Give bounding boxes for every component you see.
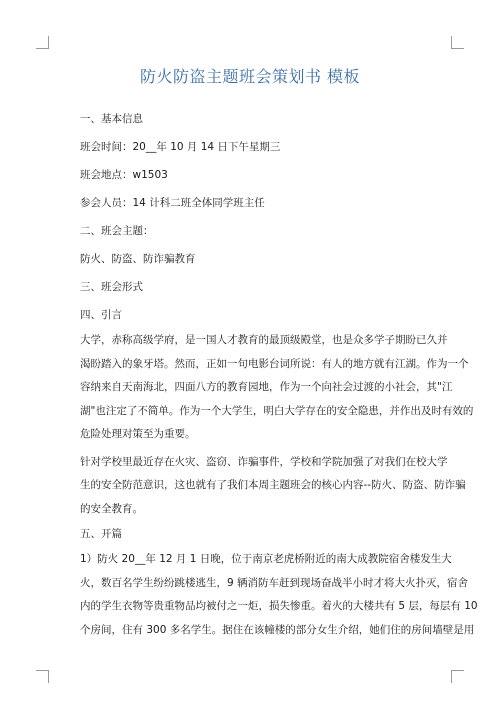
- meeting-place: 班会地点：w1503: [80, 169, 168, 181]
- section-heading-intro: 四、引言: [80, 309, 122, 321]
- case-paragraph-fire: [80, 548, 478, 642]
- paragraph-line: 生的安全防范意识，这也就有了我们本周主题班会的核心内容--防火、防盗、防诈骗: [80, 479, 466, 491]
- intro-paragraph-2: [80, 451, 466, 522]
- paragraph-line: 个房间，住有 300 多名学生。据住在该幢楼的部分女生介绍，她们住的房间墙壁是用: [80, 623, 475, 636]
- paragraph-line: 湖"也注定了不简单。作为一个大学生，明白大学存在的安全隐患，并作出及时有效的: [80, 404, 474, 417]
- meeting-time: 班会时间：20__年 10 月 14 日下午星期三: [80, 141, 281, 153]
- document-title: 防火防盗主题班会策划书 模板: [139, 67, 361, 86]
- paragraph-line: 内的学生衣物等贵重物品均被付之一炬，损失惨重。着火的大楼共有 5 层，每层有 10: [80, 600, 478, 612]
- crop-mark-bottom-left: [36, 670, 49, 683]
- paragraph-line: 的安全教育。: [80, 502, 143, 515]
- section-heading-format: 三、班会形式: [80, 281, 143, 293]
- document-body: [80, 112, 478, 646]
- crop-mark-top-right: [451, 36, 464, 49]
- section-heading-theme: 二、班会主题：: [80, 225, 154, 237]
- paragraph-line: 针对学校里最近存在火灾、盗窃、诈骗事件，学校和学院加强了对我们在校大学: [80, 455, 448, 468]
- paragraph-line: 火，数百名学生纷纷跳楼逃生，9 辆消防车赶到现场奋战半小时才将大火扑灭，宿舍: [80, 576, 469, 589]
- crop-mark-bottom-right: [451, 670, 464, 683]
- paragraph-line: 1）防火 20__年 12 月 1 日晚，位于南京老虎桥附近的南大成教院宿舍楼发生大: [80, 553, 452, 565]
- paragraph-line: 危险处理对策至为重要。: [80, 428, 196, 440]
- section-heading-opening: 五、开篇: [80, 528, 122, 540]
- paragraph-line: 大学，赤称高级学府，是一国人才教育的最顶级殿堂，也是众多学子期盼已久并: [80, 334, 448, 346]
- crop-mark-top-left: [36, 36, 49, 49]
- attendees: 参会人员：14 计科二班全体同学班主任: [80, 197, 265, 209]
- section-heading-basic-info: 一、基本信息: [80, 113, 143, 125]
- paragraph-line: 渴盼踏入的象牙塔。然而，正如一句电影台词所说：有人的地方就有江湖。作为一个: [80, 357, 469, 370]
- paragraph-line: 容纳来自天南海北，四面八方的教育园地，作为一个向社会过渡的小社会，其"江: [80, 381, 453, 393]
- intro-paragraph-1: [80, 329, 474, 447]
- theme-text: 防火、防盗、防诈骗教育: [80, 253, 196, 265]
